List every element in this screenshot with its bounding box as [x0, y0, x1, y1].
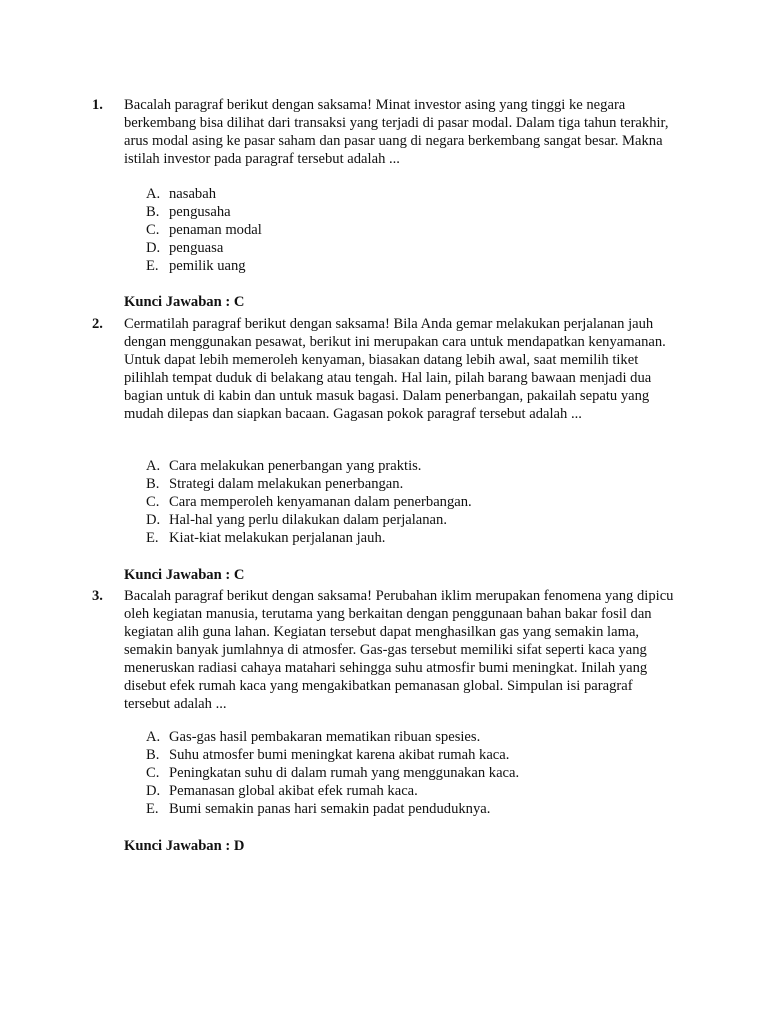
option-d	[146, 239, 262, 257]
option-letter: B.	[146, 747, 160, 763]
option-text: Kiat-kiat melakukan perjalanan jauh.	[169, 530, 386, 546]
option-text: Pemanasan global akibat efek rumah kaca.	[169, 783, 418, 799]
option-letter: E.	[146, 530, 159, 546]
option-text: Cara memperoleh kenyamanan dalam penerbangan.	[169, 494, 472, 510]
answer-key: Kunci Jawaban : D	[124, 838, 245, 854]
option-list	[146, 185, 262, 275]
option-letter: A.	[146, 729, 161, 745]
question-text: Bacalah paragraf berikut dengan saksama! Perubahan iklim merupakan fenomena yang dipicu oleh kegiatan manusia, terutama yang berkaitan dengan penggunaan bahan bakar fosil dan kegiatan alih guna lahan. Kegiatan tersebut dapat menghasilkan gas yang semakin lama, semakin banyak jumlahnya di atmosfer. Gas-gas tersebut memiliki sifat seperti kaca yang meneruskan radiasi cahaya matahari sehingga suhu atmosfir bumi meningkat. Inilah yang disebut efek rumah kaca yang mengakibatkan pemanasan global. Simpulan isi paragraf tersebut adalah ...	[124, 588, 674, 712]
option-text: Peningkatan suhu di dalam rumah yang menggunakan kaca.	[169, 765, 520, 781]
option-letter: D.	[146, 512, 161, 528]
question-number: 1.	[92, 97, 103, 113]
option-e	[146, 800, 519, 818]
option-b	[146, 475, 472, 493]
option-text: nasabah	[169, 186, 217, 202]
option-letter: D.	[146, 240, 161, 256]
option-letter: C.	[146, 222, 160, 238]
option-text: pengusaha	[169, 204, 231, 220]
option-letter: A.	[146, 458, 161, 474]
answer-key: Kunci Jawaban : C	[124, 567, 245, 583]
question-number: 3.	[92, 588, 103, 604]
option-text: penaman modal	[169, 222, 262, 238]
answer-key: Kunci Jawaban : C	[124, 294, 245, 310]
option-list	[146, 728, 519, 818]
option-text: Cara melakukan penerbangan yang praktis.	[169, 458, 422, 474]
option-letter: E.	[146, 258, 159, 274]
option-letter: A.	[146, 186, 161, 202]
option-e	[146, 257, 262, 275]
option-e	[146, 529, 472, 547]
option-letter: C.	[146, 494, 160, 510]
option-text: pemilik uang	[169, 258, 246, 274]
option-list	[146, 457, 472, 547]
option-text: Bumi semakin panas hari semakin padat penduduknya.	[169, 801, 491, 817]
option-letter: E.	[146, 801, 159, 817]
question-text: Cermatilah paragraf berikut dengan saksama! Bila Anda gemar melakukan perjalanan jauh dengan menggunakan pesawat, berikut ini merupakan cara untuk mendapatkan kenyamanan. Untuk dapat lebih memeroleh kenyaman, biasakan datang lebih awal, saat memilih tiket pilihlah tempat duduk di belakang atau tengah. Hal lain, pilah barang bawaan menjadi dua bagian untuk di kabin dan untuk masuk bagasi. Dalam penerbangan, pakailah sepatu yang mudah dilepas dan siapkan bacaan. Gagasan pokok paragraf tersebut adalah ...	[124, 316, 666, 422]
option-c	[146, 764, 519, 782]
option-a	[146, 185, 262, 203]
option-letter: B.	[146, 204, 160, 220]
option-b	[146, 746, 519, 764]
option-text: Hal-hal yang perlu dilakukan dalam perjalanan.	[169, 512, 447, 528]
option-a	[146, 457, 472, 475]
question-number: 2.	[92, 316, 103, 332]
option-text: penguasa	[169, 240, 224, 256]
option-letter: D.	[146, 783, 161, 799]
option-d	[146, 782, 519, 800]
option-letter: B.	[146, 476, 160, 492]
option-c	[146, 493, 472, 511]
question-text: Bacalah paragraf berikut dengan saksama! Minat investor asing yang tinggi ke negara berkembang bisa dilihat dari transaksi yang terjadi di pasar modal. Dalam tiga tahun terakhir, arus modal asing ke pasar saham dan pasar uang di negara berkembang sangat besar. Makna istilah investor pada paragraf tersebut adalah ...	[124, 97, 669, 167]
option-a	[146, 728, 519, 746]
option-text: Strategi dalam melakukan penerbangan.	[169, 476, 404, 492]
option-letter: C.	[146, 765, 160, 781]
option-text: Suhu atmosfer bumi meningkat karena akibat rumah kaca.	[169, 747, 510, 763]
option-d	[146, 511, 472, 529]
option-b	[146, 203, 262, 221]
option-text: Gas-gas hasil pembakaran mematikan ribuan spesies.	[169, 729, 481, 745]
option-c	[146, 221, 262, 239]
